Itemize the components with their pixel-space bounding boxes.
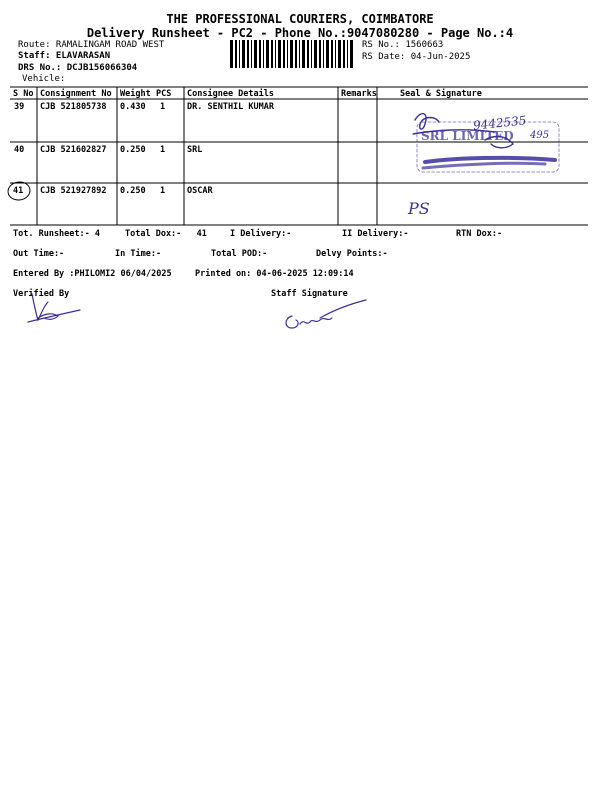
out-time: Out Time:-	[13, 249, 65, 259]
col-header-consignment: Consignment No	[40, 89, 112, 99]
row-39-pcs: 1	[160, 102, 166, 112]
handwritten-note: 495	[530, 130, 550, 141]
rs-no-label: RS No.: 1560663	[362, 40, 444, 50]
in-time: In Time:-	[115, 249, 162, 259]
col-header-consignee: Consignee Details	[187, 89, 274, 99]
row-39-consignment: CJB 521805738	[40, 102, 107, 112]
ii-delivery: II Delivery:-	[342, 229, 409, 239]
runsheet-subtitle: Delivery Runsheet - PC2 - Phone No.:9047080280 - Page No.:4	[86, 26, 514, 40]
row-41-weight: 0.250	[120, 186, 146, 196]
seal-stamp	[395, 100, 575, 190]
verifier-signature	[20, 292, 90, 328]
total-pod: Total POD:-	[211, 249, 268, 259]
handwritten-phone: 9442535	[472, 113, 528, 133]
staff-label: Staff: ELAVARASAN	[18, 51, 111, 61]
row-40-pcs: 1	[160, 145, 166, 155]
row-40-weight: 0.250	[120, 145, 146, 155]
route-label: Route: RAMALINGAM ROAD WEST	[18, 40, 165, 50]
row-39-consignee: DR. SENTHIL KUMAR	[187, 102, 274, 112]
company-title: THE PROFESSIONAL COURIERS, COIMBATORE	[166, 12, 434, 26]
row-40-consignee: SRL	[187, 145, 203, 155]
col-header-seal: Seal & Signature	[400, 89, 482, 99]
col-header-weight: Weight	[120, 89, 151, 99]
verified-by-label: Verified By	[13, 289, 70, 299]
row-41-sno: 41	[13, 186, 24, 196]
entered-by: Entered By :PHILOMI2 06/04/2025	[13, 269, 172, 279]
vehicle-label: Vehicle:	[22, 74, 66, 84]
staff-signature	[280, 296, 370, 336]
row-40-sno: 40	[14, 145, 25, 155]
printed-on: Printed on: 04-06-2025 12:09:14	[195, 269, 354, 279]
handwritten-initials: PS	[408, 199, 430, 218]
total-runsheet: Tot. Runsheet:- 4	[13, 229, 100, 239]
row-40-consignment: CJB 521602827	[40, 145, 107, 155]
total-dox: Total Dox:- 41	[125, 229, 207, 239]
row-39-sno: 39	[14, 102, 25, 112]
circle-mark	[5, 180, 35, 204]
col-header-pcs: PCS	[156, 89, 172, 99]
rs-date-label: RS Date: 04-Jun-2025	[362, 52, 471, 62]
row-39-weight: 0.430	[120, 102, 146, 112]
row-41-pcs: 1	[160, 186, 166, 196]
col-header-sno: S No	[13, 89, 34, 99]
staff-signature-label: Staff Signature	[271, 289, 348, 299]
svg-text:SRL LIMITED: SRL LIMITED	[421, 129, 514, 143]
row-41-consignee: OSCAR	[187, 186, 213, 196]
drs-label: DRS No.: DCJB156066304	[18, 63, 138, 73]
row-41-consignment: CJB 521927892	[40, 186, 107, 196]
i-delivery: I Delivery:-	[230, 229, 292, 239]
col-header-remarks: Remarks	[341, 89, 377, 99]
delvy-points: Delvy Points:-	[316, 249, 388, 259]
rtn-dox: RTN Dox:-	[456, 229, 503, 239]
